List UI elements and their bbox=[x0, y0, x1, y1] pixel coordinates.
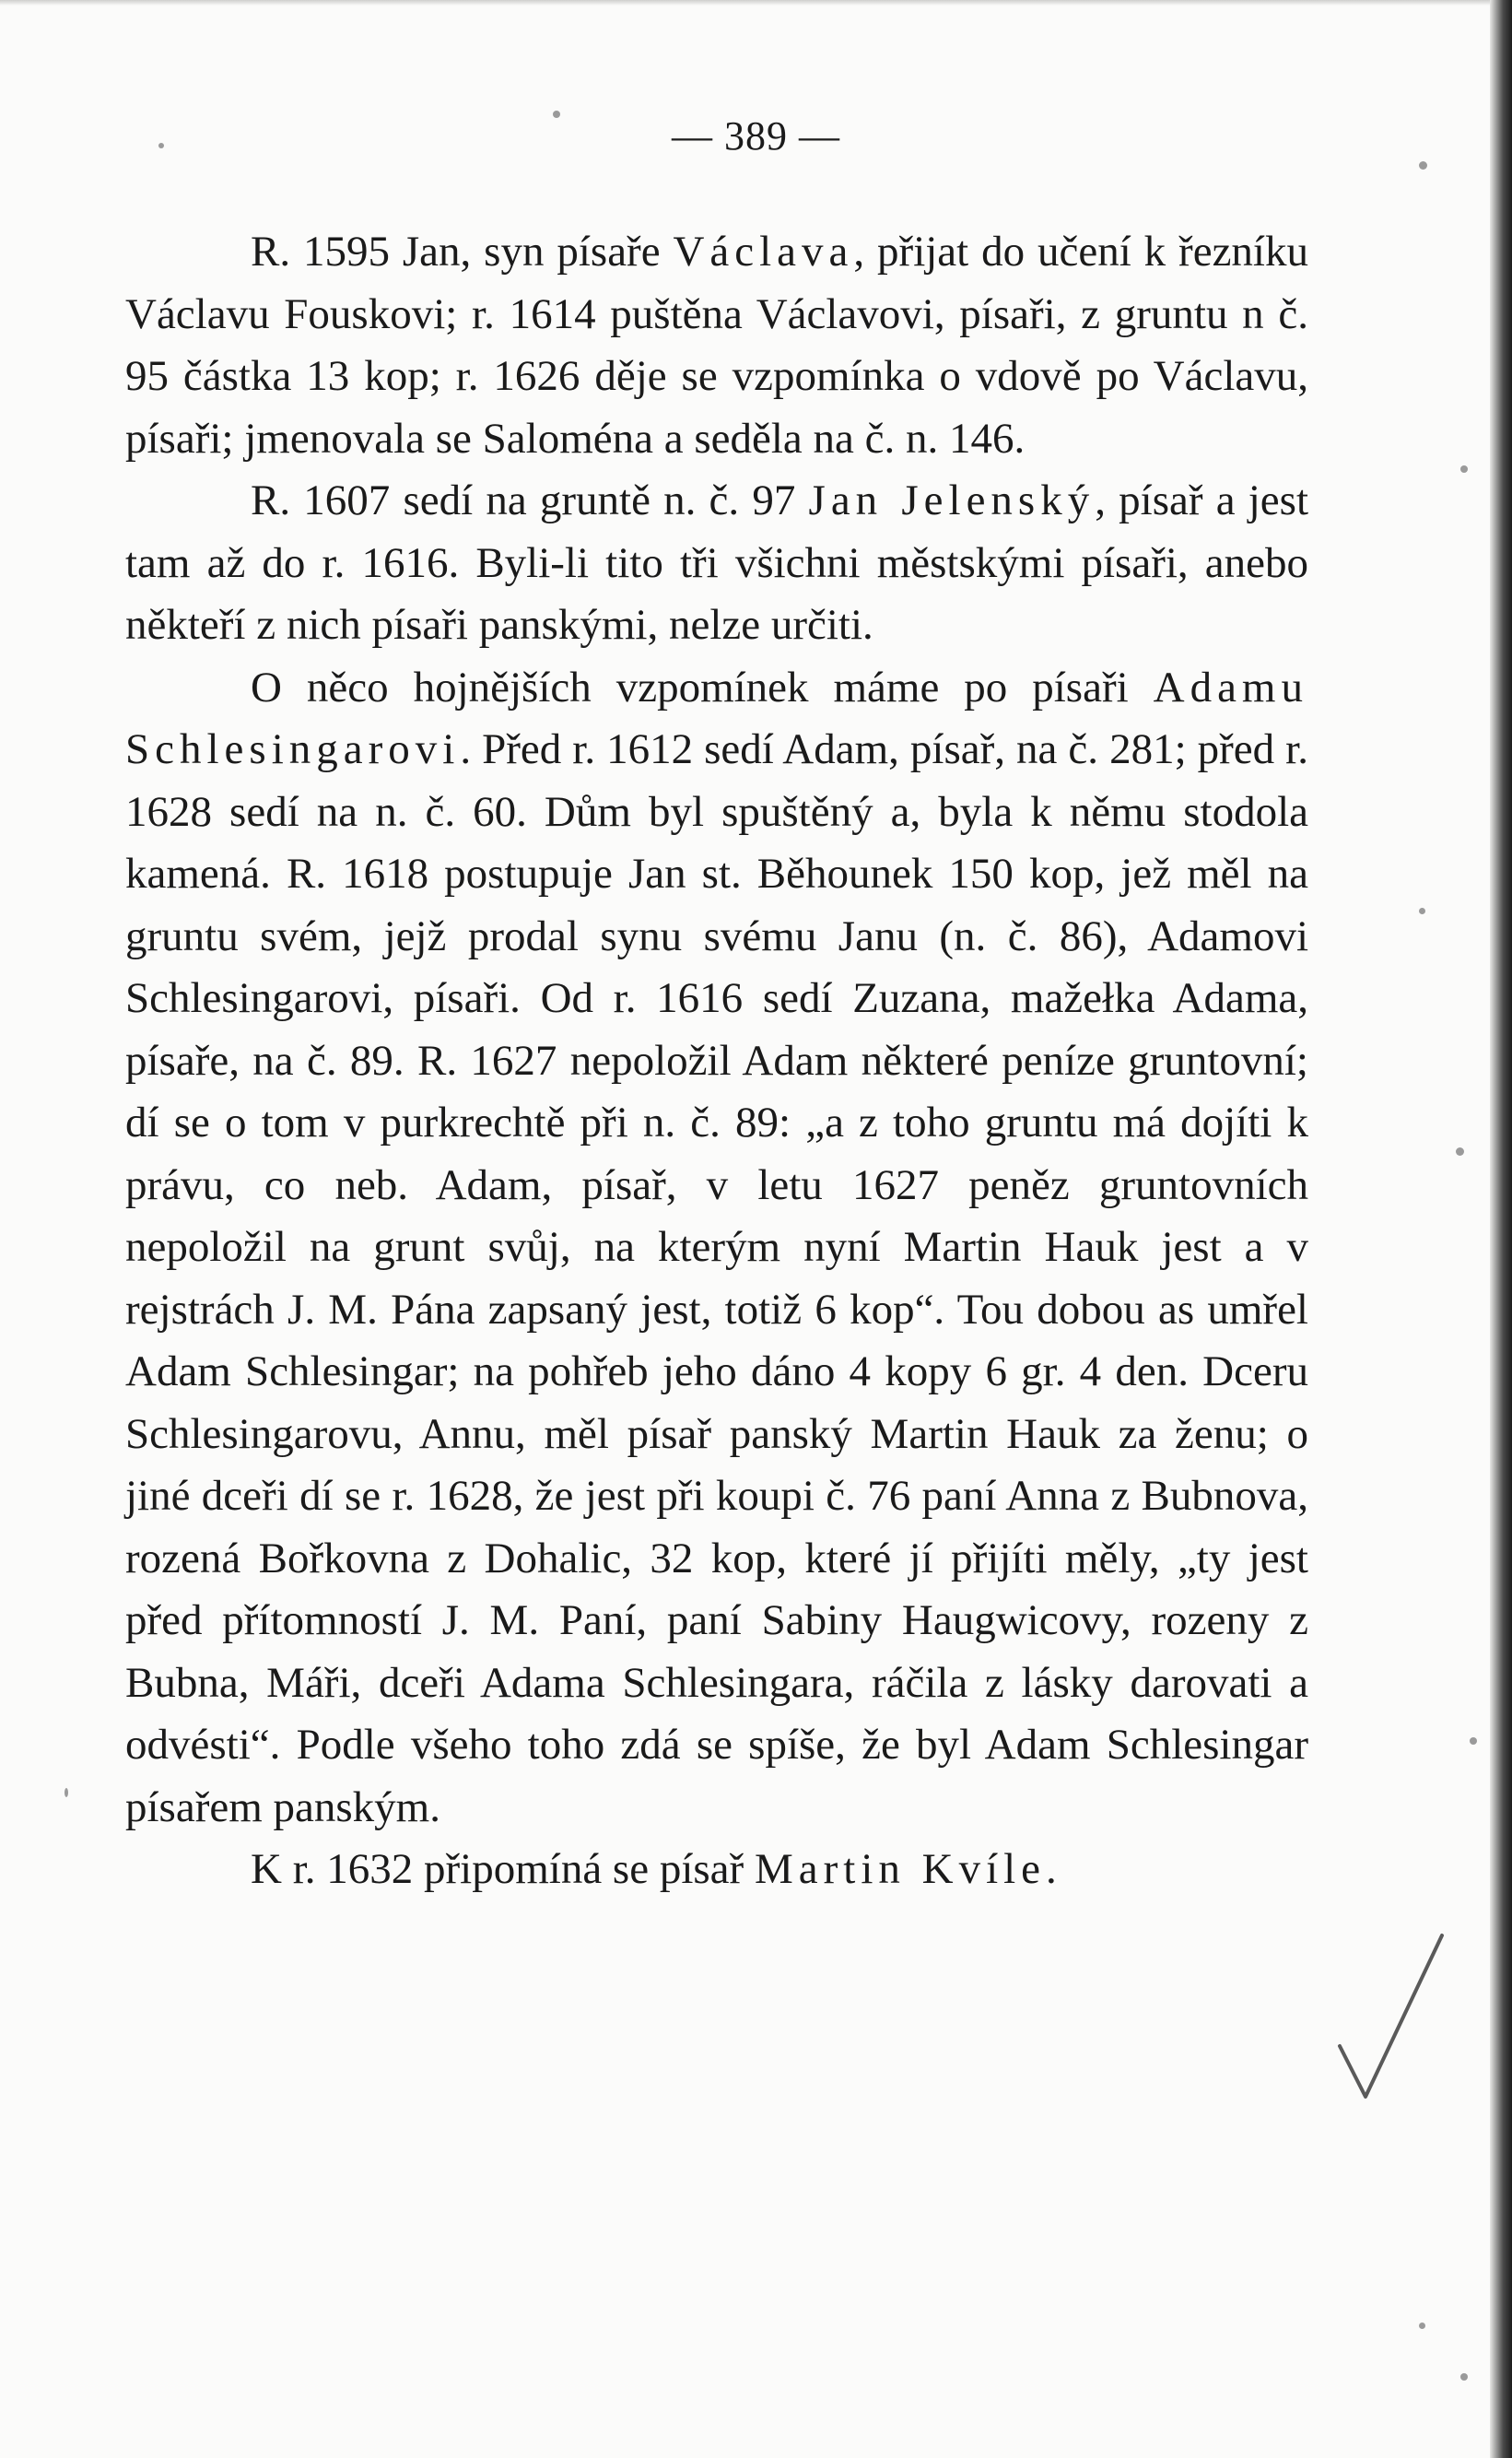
spaced-name: Václava bbox=[673, 228, 854, 276]
scan-speck bbox=[64, 1788, 68, 1797]
paragraph bbox=[125, 470, 1308, 657]
scan-speck bbox=[158, 143, 164, 148]
page-top-edge bbox=[0, 0, 1512, 6]
paragraph bbox=[125, 1839, 1308, 1901]
margin-check-mark bbox=[1327, 1926, 1456, 2111]
text-run: R. 1595 Jan, syn písaře bbox=[251, 228, 674, 276]
page-right-edge bbox=[1490, 0, 1512, 2458]
scan-speck bbox=[1470, 1737, 1477, 1745]
text-run: , písař a jest tam až do r. 1616. Byli-li tito tři všichni městskými písaři, anebo někteří z nich písaři panskými, nelze určiti. bbox=[125, 476, 1309, 649]
text-run: O něco hojnějších vzpomínek máme po písaři bbox=[251, 663, 1154, 712]
scan-speck bbox=[1419, 908, 1425, 914]
scan-speck bbox=[553, 111, 560, 118]
spaced-name: Martin Kvíle bbox=[754, 1845, 1047, 1893]
paragraph bbox=[125, 657, 1308, 1840]
spaced-name: Jan Jelenský bbox=[808, 476, 1096, 524]
scan-speck bbox=[1456, 1147, 1464, 1156]
text-run: . bbox=[1046, 1845, 1057, 1893]
text-run: R. 1607 sedí na gruntě n. č. 97 bbox=[251, 476, 809, 524]
paragraph bbox=[125, 221, 1308, 470]
text-run: K r. 1632 připomíná se písař bbox=[251, 1845, 755, 1893]
text-run: , přijat do učení k řezníku Václavu Fouskovi; r. 1614 puštěna Václavovi, písaři, z gruntu n č. 95 částka 13 kop; r. 1626 děje se vzpomínka o vdově po Václavu, písaři; jmenovala se Saloména a seděla na č. n. 146. bbox=[125, 228, 1308, 463]
spaced-name: Adamu Schlesingarovi bbox=[125, 663, 1308, 773]
scan-speck bbox=[1460, 465, 1468, 473]
body-text bbox=[125, 221, 1308, 1901]
text-run: . Před r. 1612 sedí Adam, písař, na č. 281; před r. 1628 sedí na n. č. 60. Dům byl spuštěný a, byla k němu stodola kamená. R. 1618 postupuje Jan st. Běhounek 150 kop, jež měl na gruntu svém, jejž prodal synu svému Janu (n. č. 86), Adamovi Schlesingarovi, písaři. Od r. 1616 sedí Zuzana, mažełka Adama, písaře, na č. 89. R. 1627 nepoložil Adam některé peníze gruntovní; dí se o tom v purkrechtě při n. č. 89: „a z toho gruntu má dojíti k právu, co neb. Adam, písař, v letu 1627 peněz gruntovních nepoložil na grunt svůj, na kterým nyní Martin Hauk jest a v rejstrách J. M. Pána zapsaný jest, totiž 6 kop“. Tou dobou as umřel Adam Schlesingar; na pohřeb jeho dáno 4 kopy 6 gr. 4 den. Dceru Schlesingarovu, Annu, měl písař panský Martin Hauk za ženu; o jiné dceři dí se r. 1628, že jest při koupi č. 76 paní Anna z Bubnova, rozená Bořkovna z Dohalic, 32 kop, které jí přijíti měly, „ty jest před přítomností J. M. Paní, paní Sabiny Haugwicovy, rozeny z Bubna, Máři, dceři Adama Schlesingara, ráčila z lásky darovati a odvésti“. Podle všeho toho zdá se spíše, že byl Adam Schlesingar písařem panským. bbox=[125, 725, 1308, 1831]
page-number: — 389 — bbox=[672, 113, 840, 159]
scan-speck bbox=[1419, 161, 1427, 170]
scan-speck bbox=[1460, 2373, 1468, 2381]
scan-speck bbox=[1419, 2323, 1425, 2329]
